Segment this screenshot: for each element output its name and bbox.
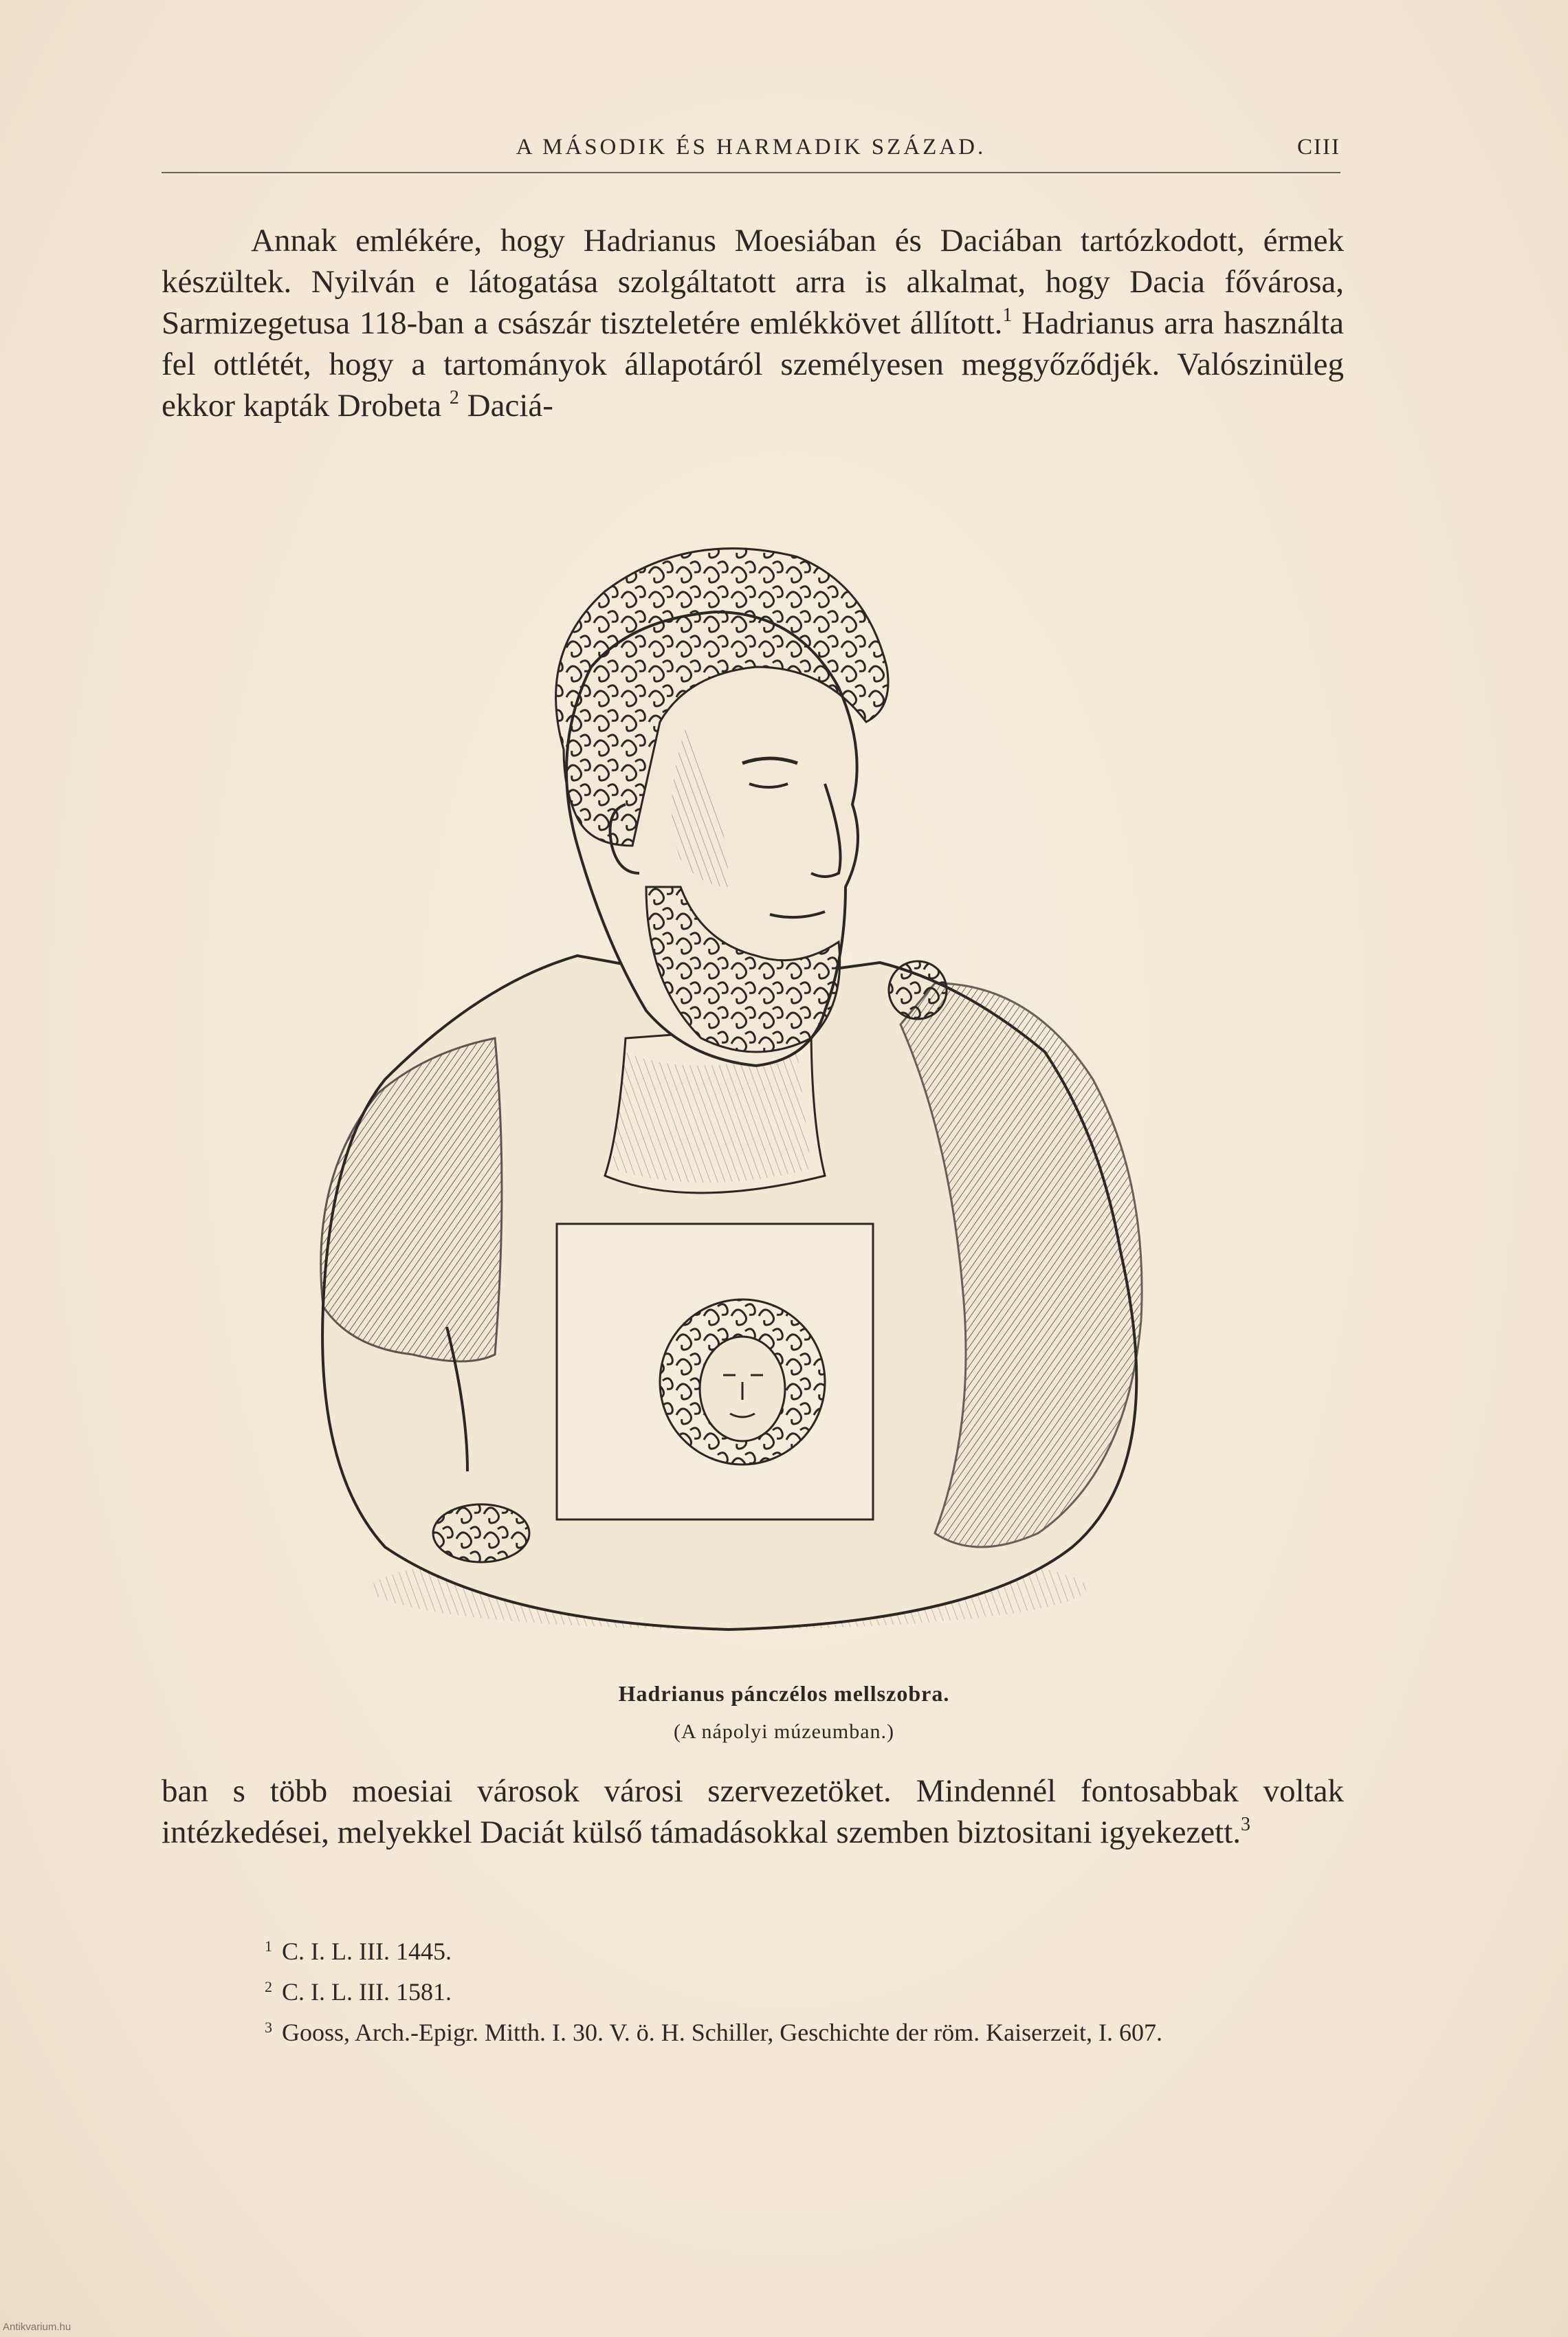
paragraph-2-text: ban s több moesiai városok városi szervezetöket. Mindennél fontosabbak voltak intézkedései, melyekkel Daciát külső támadásokkal szemben biztositani igyekezett. xyxy=(162,1773,1344,1850)
paragraph-1-text-b: Hadrianus arra használta fel ottlétét, hogy a tartományok állapotáról személyesen meggyőződjék. Valószinüleg ekkor kapták Drobeta xyxy=(162,305,1344,424)
running-header xyxy=(162,131,1340,173)
footnote-3-mark: 3 xyxy=(265,2019,272,2036)
footnote-2-mark: 2 xyxy=(265,1978,272,1995)
bust-engraving xyxy=(206,461,1334,1671)
paragraph-1 xyxy=(162,220,1344,426)
footnote-ref-2: 2 xyxy=(449,387,459,408)
running-title: A MÁSODIK ÉS HARMADIK SZÁZAD. xyxy=(516,135,986,160)
footnote-ref-3: 3 xyxy=(1241,1814,1251,1835)
footnote-3 xyxy=(162,2010,1351,2050)
hadrianus-bust-illustration xyxy=(206,461,1334,1671)
figure-caption-title: Hadrianus pánczélos mellszobra. xyxy=(618,1681,950,1706)
footnote-ref-1: 1 xyxy=(1002,305,1013,326)
footnote-1-text: C. I. L. III. 1445. xyxy=(282,1938,452,1965)
page-number: CIII xyxy=(1297,135,1340,160)
paragraph-1-text-c: Daciá- xyxy=(459,388,553,424)
footnote-2-text: C. I. L. III. 1581. xyxy=(282,1978,452,2006)
footnote-2 xyxy=(162,1969,1351,2010)
paragraph-2 xyxy=(162,1770,1344,1853)
footnotes xyxy=(162,1929,1351,2050)
footnote-3-text: Gooss, Arch.-Epigr. Mitth. I. 30. V. ö. H. Schiller, Geschichte der röm. Kaiserzeit, I. 607. xyxy=(282,2019,1163,2046)
footnote-1 xyxy=(162,1929,1351,1969)
figure-caption-subtitle: (A nápolyi múzeumban.) xyxy=(673,1720,895,1743)
paragraph-1-text-a: Annak emlékére, hogy Hadrianus Moesiában és Daciában tartózkodott, érmek készültek. Nyilván e látogatása szolgáltatott arra is alkalmat, hogy Dacia fővárosa, Sarmizegetusa 118-ban a császár tiszteletére emlékkövet állított. xyxy=(162,223,1344,341)
watermark: Antikvarium.hu xyxy=(3,2321,71,2333)
footnote-1-mark: 1 xyxy=(265,1938,272,1955)
